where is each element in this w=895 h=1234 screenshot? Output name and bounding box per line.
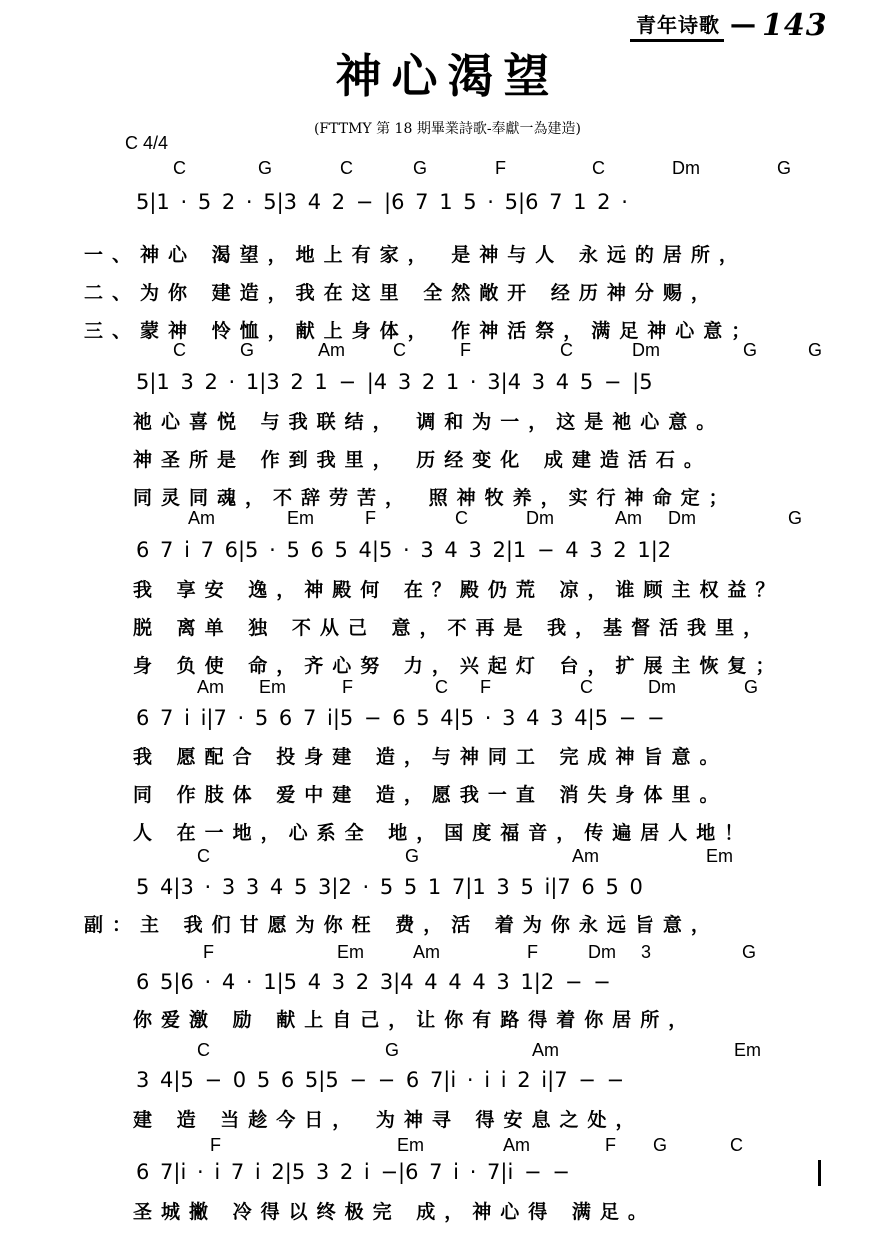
chord-row	[0, 846, 895, 866]
lyric-text: 脱 离单 独 不从己 意，不再是 我，基督活我里，	[133, 617, 772, 639]
lyric-line	[0, 1105, 895, 1131]
lyric-text: 二、为你 建造，我在这里 全然敞开 经历神分赐，	[84, 282, 719, 304]
lyric-text: 人 在一地，心系全 地，国度福音，传遍居人地！	[133, 822, 753, 844]
chord-symbol: G	[808, 340, 823, 360]
chord-symbol: G	[777, 158, 792, 178]
lyric-line	[0, 407, 895, 433]
notation-row	[0, 706, 895, 730]
notation-row	[0, 1160, 895, 1184]
page-number: 143	[762, 7, 828, 43]
lyric-line	[0, 1005, 895, 1031]
chord-symbol: F	[495, 158, 506, 178]
jianpu-notes: 6 7 i 7 6|5 · 5 6 5 4|5 · 3 4 3 2|1 − 4 3 2 1|2	[136, 538, 672, 562]
lyric-text: 我 愿配合 投身建 造，与神同工 完成神旨意。	[133, 746, 728, 768]
lyric-text: 同灵同魂，不辞劳苦， 照神牧养，实行神命定；	[133, 487, 737, 509]
key-signature: C 4/4	[125, 133, 169, 153]
chord-symbol: Am	[532, 1040, 559, 1060]
chord-symbol: Am	[413, 942, 440, 962]
chord-symbol: Am	[197, 677, 224, 697]
song-title: 神心渴望	[335, 49, 560, 103]
lyric-text: 三、蒙神 怜恤，献上身体， 作神活祭，满足神心意；	[84, 320, 760, 342]
chord-symbol: F	[365, 508, 376, 528]
chord-symbol: C	[173, 340, 186, 360]
chord-row	[0, 1040, 895, 1060]
lyric-text: 一、神心 渴望，地上有家， 是神与人 永远的居所，	[84, 244, 747, 266]
chord-symbol: G	[743, 340, 758, 360]
jianpu-notes: 5|1 · 5 2 · 5|3 4 2 − |6 7 1 5 · 5|6 7 1 2 ·	[136, 190, 628, 214]
chord-row	[0, 340, 895, 360]
chord-symbol: G	[413, 158, 428, 178]
chord-row	[0, 508, 895, 528]
chord-symbol: F	[480, 677, 491, 697]
chord-symbol: C	[197, 846, 210, 866]
chord-symbol: Em	[706, 846, 733, 866]
lyric-text: 副：主 我们甘愿为你枉 费，活 着为你永远旨意，	[84, 914, 719, 936]
chord-symbol: C	[340, 158, 353, 178]
jianpu-notes: 6 7|i · i 7 i 2|5 3 2 i −|6 7 i · 7|i − −	[136, 1160, 570, 1184]
lyric-text: 圣城撇 冷得以终极完 成，神心得 满足。	[133, 1201, 656, 1223]
notation-row	[0, 538, 895, 562]
chord-symbol: Em	[397, 1135, 424, 1155]
chord-row	[0, 1135, 895, 1155]
chord-symbol: Am	[503, 1135, 530, 1155]
lyric-line	[0, 240, 895, 266]
lyric-line	[0, 651, 895, 677]
jianpu-notes: 3 4|5 − 0 5 6 5|5 − − 6 7|i · i i 2 i|7 − −	[136, 1068, 625, 1092]
header-dash: —	[730, 10, 756, 40]
chord-symbol: G	[744, 677, 759, 697]
chord-row	[0, 158, 895, 178]
lyric-text: 同 作肢体 爱中建 造，愿我一直 消失身体里。	[133, 784, 728, 806]
chord-symbol: Dm	[526, 508, 554, 528]
chord-symbol: Em	[337, 942, 364, 962]
lyric-text: 我 享安 逸，神殿何 在？殿仍荒 凉，谁顾主权益？	[133, 579, 784, 601]
lyric-line	[0, 316, 895, 342]
lyric-line	[0, 483, 895, 509]
lyric-line	[0, 1197, 895, 1223]
lyric-line	[0, 780, 895, 806]
chord-symbol: G	[405, 846, 420, 866]
notation-row	[0, 370, 895, 394]
notation-row	[0, 1068, 895, 1092]
lyric-line	[0, 613, 895, 639]
chord-symbol: C	[580, 677, 593, 697]
jianpu-notes: 5|1 3 2 · 1|3 2 1 − |4 3 2 1 · 3|4 3 4 5 − |5	[136, 370, 653, 394]
chord-symbol: F	[605, 1135, 616, 1155]
lyric-text: 神圣所是 作到我里， 历经变化 成建造活石。	[133, 449, 712, 471]
notation-row	[0, 970, 895, 994]
lyric-line	[0, 818, 895, 844]
chord-symbol: C	[455, 508, 468, 528]
chord-symbol: Am	[615, 508, 642, 528]
chord-symbol: Em	[287, 508, 314, 528]
chord-symbol: C	[730, 1135, 743, 1155]
chord-symbol: G	[385, 1040, 400, 1060]
page-header	[630, 6, 888, 44]
lyric-text: 祂心喜悦 与我联结， 调和为一，这是祂心意。	[133, 411, 725, 433]
jianpu-notes: 5 4|3 · 3 3 4 5 3|2 · 5 5 1 7|1 3 5 i|7 6 5 0	[136, 875, 643, 899]
chord-symbol: Em	[734, 1040, 761, 1060]
notation-row	[0, 875, 895, 899]
chord-symbol: Dm	[668, 508, 696, 528]
chord-symbol: G	[742, 942, 757, 962]
chord-row	[0, 942, 895, 962]
chord-symbol: G	[240, 340, 255, 360]
lyric-text: 你爱激 励 献上自己，让你有路得着你居所，	[133, 1009, 697, 1031]
chord-symbol: Am	[188, 508, 215, 528]
final-barline	[818, 1160, 821, 1186]
lyric-text: 建 造 当趁今日， 为神寻 得安息之处，	[133, 1109, 644, 1131]
lyric-line	[0, 278, 895, 304]
jianpu-notes: 6 5|6 · 4 · 1|5 4 3 2 3|4 4 4 4 3 1|2 − −	[136, 970, 611, 994]
chord-symbol: Am	[572, 846, 599, 866]
lyric-line	[0, 575, 895, 601]
chord-symbol: F	[460, 340, 471, 360]
lyric-line	[0, 742, 895, 768]
chord-symbol: F	[203, 942, 214, 962]
lyric-line	[0, 445, 895, 471]
chord-symbol: Dm	[588, 942, 616, 962]
song-subtitle: (FTTMY 第 18 期畢業詩歌-奉獻一為建造)	[313, 121, 582, 137]
chord-symbol: C	[197, 1040, 210, 1060]
jianpu-notes: 6 7 i i|7 · 5 6 7 i|5 − 6 5 4|5 · 3 4 3 4|5 − −	[136, 706, 665, 730]
chord-symbol: Dm	[632, 340, 660, 360]
chord-symbol: C	[592, 158, 605, 178]
chord-symbol: C	[560, 340, 573, 360]
lyric-text: 身 负使 命，齐心努 力，兴起灯 台，扩展主恢复；	[133, 655, 784, 677]
notation-row	[0, 190, 895, 214]
chord-symbol: Dm	[672, 158, 700, 178]
chord-symbol: F	[342, 677, 353, 697]
chord-symbol: G	[788, 508, 803, 528]
chord-row	[0, 677, 895, 697]
chord-symbol: G	[653, 1135, 668, 1155]
chord-symbol: 3	[641, 942, 652, 962]
section-label: 青年诗歌	[630, 9, 724, 42]
lyric-line	[0, 910, 895, 936]
chord-symbol: Am	[318, 340, 345, 360]
chord-symbol: C	[435, 677, 448, 697]
chord-symbol: G	[258, 158, 273, 178]
chord-symbol: Em	[259, 677, 286, 697]
chord-symbol: F	[210, 1135, 221, 1155]
chord-symbol: Dm	[648, 677, 676, 697]
chord-symbol: C	[393, 340, 406, 360]
chord-symbol: F	[527, 942, 538, 962]
chord-symbol: C	[173, 158, 186, 178]
